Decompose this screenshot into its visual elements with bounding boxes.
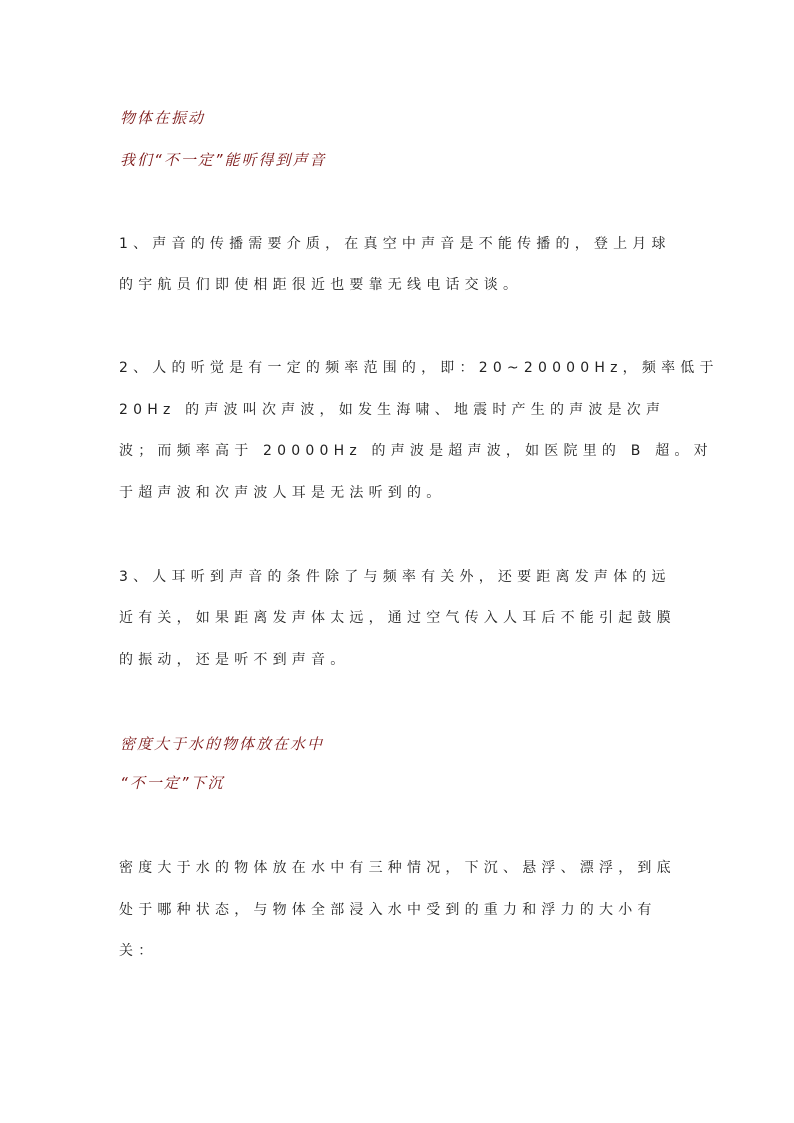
section2-heading-line1: 密度大于水的物体放在水中 [120, 735, 325, 753]
section1-heading-line1: 物体在振动 [120, 109, 206, 127]
section1-p2-line2: 20Hz 的声波叫次声波，如发生海啸、地震时产生的声波是次声 [119, 402, 666, 418]
section1-p2-line3: 波；而频率高于 20000Hz 的声波是超声波，如医院里的 B 超。对 [119, 443, 713, 459]
section2-p1-line1: 密度大于水的物体放在水中有三种情况，下沉、悬浮、漂浮，到底 [119, 860, 676, 876]
section2-p1-line3: 关： [119, 943, 158, 959]
section1-p1-line1: 1、声音的传播需要介质，在真空中声音是不能传播的，登上月球 [119, 236, 671, 252]
section1-p2-line4: 于超声波和次声波人耳是无法听到的。 [119, 485, 446, 501]
section1-p3-line1: 3、人耳听到声音的条件除了与频率有关外，还要距离发声体的远 [119, 569, 671, 585]
section1-p2-line1: 2、人的听觉是有一定的频率范围的，即：20~20000Hz，频率低于 [119, 360, 719, 376]
section2-heading-line2: “不一定”下沉 [120, 774, 225, 792]
section2-p1-line2: 处于哪种状态，与物体全部浸入水中受到的重力和浮力的大小有 [119, 902, 657, 918]
section1-heading-line2: 我们“不一定”能听得到声音 [120, 151, 327, 169]
section1-p3-line2: 近有关，如果距离发声体太远，通过空气传入人耳后不能引起鼓膜 [119, 610, 676, 626]
section1-p3-line3: 的振动，还是听不到声音。 [119, 652, 350, 668]
section1-p1-line2: 的宇航员们即使相距很近也要靠无线电话交谈。 [119, 277, 523, 293]
